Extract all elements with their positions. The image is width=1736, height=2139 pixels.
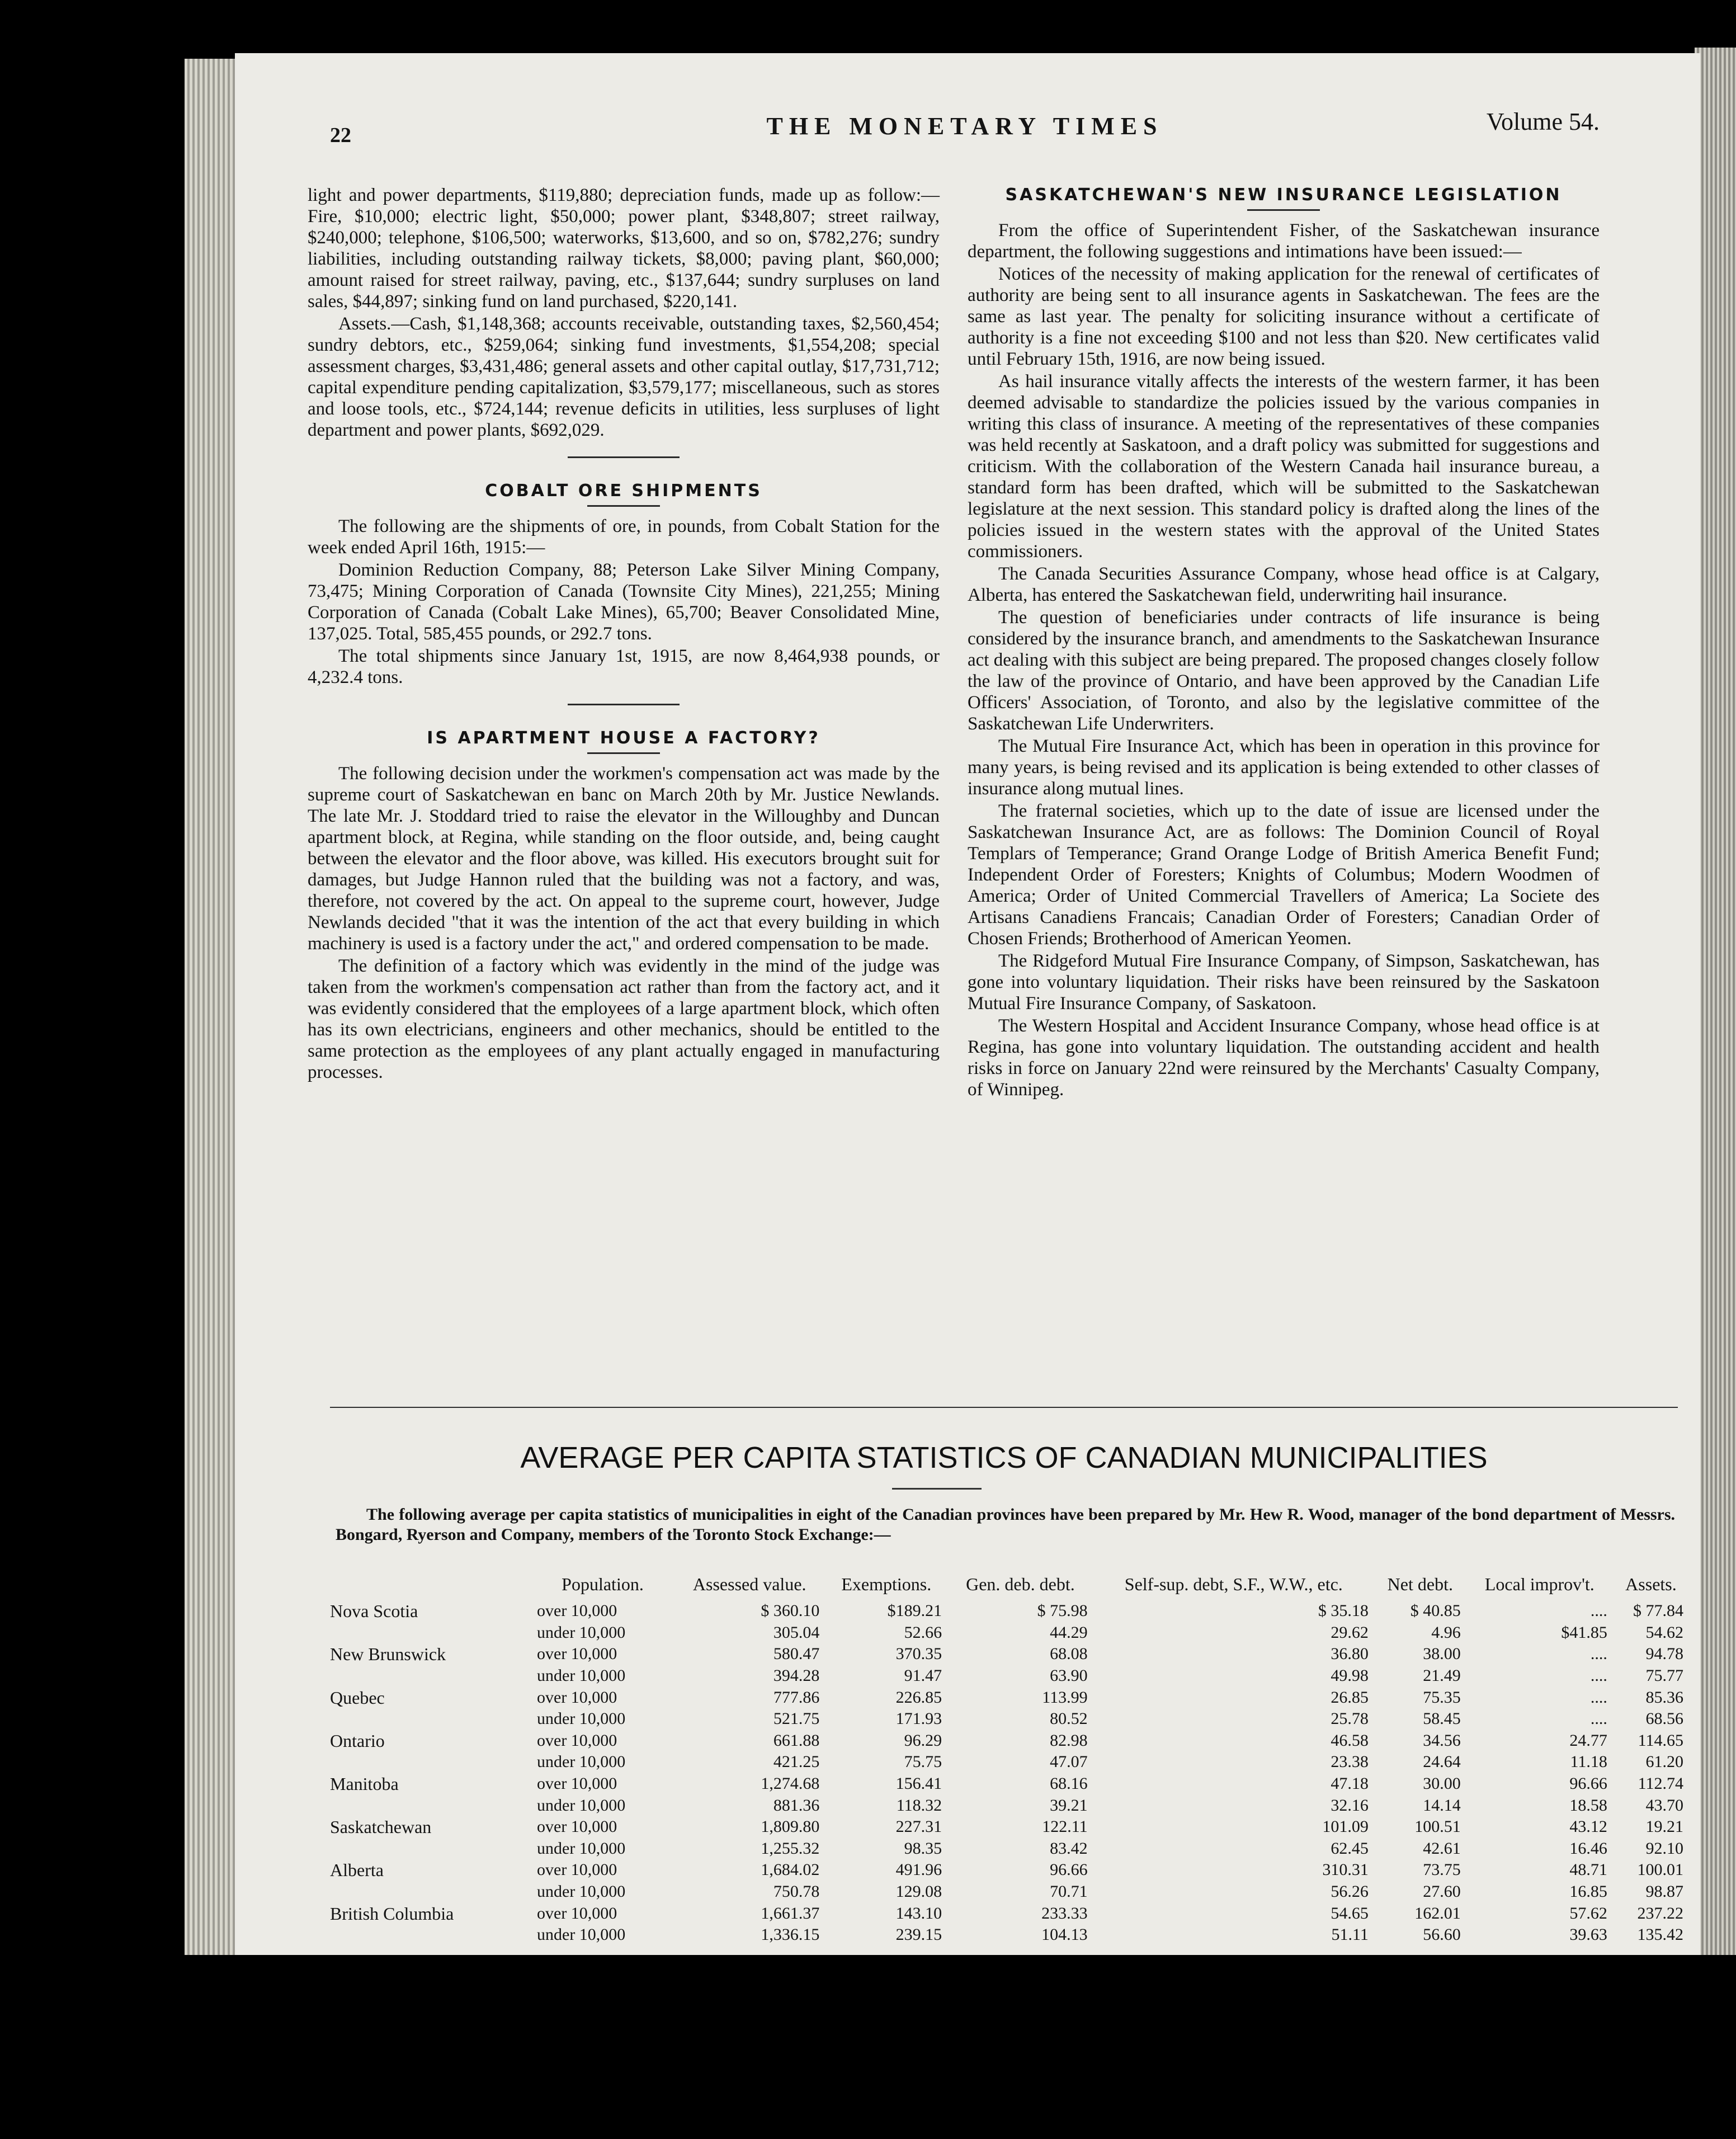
book-edge-right — [1695, 48, 1736, 1955]
cell-assets: 43.70 — [1645, 1796, 1683, 1815]
table-row — [324, 1859, 1689, 1881]
heading-rule — [1247, 209, 1320, 211]
cell-net-debt: 38.00 — [1423, 1645, 1461, 1664]
column-header — [324, 1575, 531, 1600]
cell-assessed: 750.78 — [773, 1882, 820, 1901]
paragraph: The definition of a factory which was evidently in the mind of the judge was taken from the workmen's compensation act rather than from the factory act, and it was evidently considered that the employees of a large apartment block, which often has its own electricians, engineers and other mechanics, should be entitled to the same protection as the employees of any plant actually engaged in manufacturing processes. — [308, 956, 940, 1082]
column-header: Exemptions. — [841, 1574, 932, 1594]
cell-self-sup: 47.18 — [1331, 1774, 1369, 1793]
cell-self-sup: 36.80 — [1331, 1645, 1369, 1664]
cell-assets: 114.65 — [1638, 1731, 1683, 1750]
table-row — [324, 1773, 1689, 1795]
cell-exemptions: 143.10 — [895, 1904, 942, 1923]
cell-assets: 237.22 — [1637, 1904, 1683, 1923]
book-edge-left — [185, 59, 238, 1955]
cell-net-debt: $ 40.85 — [1410, 1601, 1461, 1620]
cell-population: under 10,000 — [537, 1882, 626, 1901]
cell-exemptions: 91.47 — [904, 1666, 942, 1685]
cell-province: Manitoba — [330, 1774, 399, 1794]
cell-local: 11.18 — [1570, 1752, 1607, 1771]
statistics-intro: The following average per capita statistics of municipalities in eight of the Canadian provinces have been prepared by Mr. Hew R. Wood, manager of the bond department of Messrs. Bongard, Ryerson and Company, members of the Toronto Stock Exchange:— — [336, 1505, 1675, 1544]
cell-net-debt: 42.61 — [1423, 1839, 1461, 1858]
cell-population: under 10,000 — [537, 1666, 626, 1685]
cell-province: Ontario — [330, 1730, 385, 1751]
cell-population: over 10,000 — [537, 1774, 617, 1793]
column-header: Assets. — [1625, 1574, 1677, 1594]
cell-assets: 54.62 — [1645, 1623, 1683, 1642]
cell-net-debt: 34.56 — [1423, 1731, 1461, 1750]
cell-exemptions: 52.66 — [904, 1623, 942, 1642]
cell-net-debt: 73.75 — [1423, 1860, 1461, 1879]
cell-assets: 98.87 — [1645, 1882, 1683, 1901]
cell-net-debt: 4.96 — [1431, 1623, 1461, 1642]
cell-assets: 92.10 — [1645, 1839, 1683, 1858]
cell-local: $41.85 — [1561, 1623, 1607, 1642]
cell-gen-deb: 82.98 — [1050, 1731, 1088, 1750]
cell-exemptions: 171.93 — [895, 1709, 942, 1728]
cell-local: .... — [1590, 1645, 1607, 1664]
cell-population: under 10,000 — [537, 1796, 626, 1815]
cell-gen-deb: 63.90 — [1050, 1666, 1088, 1685]
table-row — [324, 1730, 1689, 1752]
cell-net-debt: 56.60 — [1423, 1925, 1461, 1944]
insurance-heading: SASKATCHEWAN'S NEW INSURANCE LEGISLATION — [1005, 185, 1562, 205]
cell-local: .... — [1590, 1666, 1607, 1685]
cell-local: 96.66 — [1569, 1774, 1607, 1793]
cell-self-sup: 46.58 — [1331, 1731, 1369, 1750]
cell-province: Quebec — [330, 1687, 385, 1708]
cell-local: 39.63 — [1569, 1925, 1607, 1944]
cell-assets: 135.42 — [1637, 1925, 1683, 1944]
cell-assessed: 1,274.68 — [761, 1774, 820, 1793]
page-number: 22 — [330, 124, 351, 147]
section-separator — [330, 1407, 1678, 1408]
cell-local: .... — [1590, 1709, 1607, 1728]
cell-self-sup: $ 35.18 — [1318, 1601, 1369, 1620]
cell-self-sup: 29.62 — [1331, 1623, 1369, 1642]
table-header-row — [324, 1575, 1689, 1600]
cell-province — [324, 1622, 531, 1644]
cobalt-heading: COBALT ORE SHIPMENTS — [485, 481, 762, 501]
cell-population: over 10,000 — [537, 1904, 617, 1923]
cell-self-sup: 23.38 — [1331, 1752, 1369, 1771]
cell-local: 24.77 — [1569, 1731, 1607, 1750]
cell-population: under 10,000 — [537, 1752, 626, 1771]
cell-gen-deb: 113.99 — [1042, 1688, 1088, 1707]
column-header: Local improv't. — [1484, 1574, 1595, 1594]
paragraph: The Western Hospital and Accident Insurance Company, whose head office is at Regina, has gone into voluntary liquidation. The outstanding accident and health risks in force on January 22nd were reinsured by the Merchants' Casualty Company, of Winnipeg. — [968, 1016, 1600, 1100]
cell-exemptions: 239.15 — [895, 1925, 942, 1944]
cell-gen-deb: 104.13 — [1041, 1925, 1088, 1944]
cell-exemptions: 370.35 — [895, 1645, 942, 1664]
cell-net-debt: 21.49 — [1423, 1666, 1461, 1685]
cell-net-debt: 75.35 — [1423, 1688, 1461, 1707]
cell-local: .... — [1590, 1601, 1607, 1620]
cell-population: under 10,000 — [537, 1925, 626, 1944]
cell-exemptions: 98.35 — [904, 1839, 942, 1858]
cell-net-debt: 162.01 — [1414, 1904, 1461, 1923]
cell-gen-deb: $ 75.98 — [1037, 1601, 1088, 1620]
cell-assets: 75.77 — [1645, 1666, 1683, 1685]
cell-exemptions: 96.29 — [904, 1731, 942, 1750]
cell-self-sup: 32.16 — [1331, 1796, 1369, 1815]
cell-gen-deb: 233.33 — [1041, 1904, 1088, 1923]
cell-local: 18.58 — [1569, 1796, 1607, 1815]
table-row — [324, 1665, 1689, 1687]
cell-gen-deb: 83.42 — [1050, 1839, 1088, 1858]
cell-assessed: 1,661.37 — [761, 1904, 820, 1923]
cell-gen-deb: 68.08 — [1050, 1645, 1088, 1664]
table-body — [324, 1600, 1689, 1946]
cell-assets: 19.21 — [1645, 1817, 1683, 1836]
cell-gen-deb: 44.29 — [1050, 1623, 1088, 1642]
cell-province: Nova Scotia — [330, 1601, 418, 1622]
section-divider — [568, 704, 680, 705]
cell-gen-deb: 47.07 — [1050, 1752, 1088, 1771]
cell-net-debt: 58.45 — [1423, 1709, 1461, 1728]
cell-net-debt: 24.64 — [1423, 1752, 1461, 1771]
cell-population: under 10,000 — [537, 1839, 626, 1858]
cell-assessed: 1,336.15 — [761, 1925, 820, 1944]
cell-self-sup: 101.09 — [1322, 1817, 1369, 1836]
cell-assets: $ 77.84 — [1633, 1601, 1683, 1620]
cell-assessed: 305.04 — [773, 1623, 820, 1642]
table-row — [324, 1794, 1689, 1816]
paragraph: The Canada Securities Assurance Company, whose head office is at Calgary, Alberta, has entered the Saskatchewan field, underwriting hail insurance. — [968, 564, 1600, 605]
cell-province — [324, 1838, 531, 1860]
table-row — [324, 1924, 1689, 1946]
cell-assessed: $ 360.10 — [761, 1601, 820, 1620]
cell-self-sup: 49.98 — [1331, 1666, 1369, 1685]
cell-province: British Columbia — [330, 1903, 454, 1924]
paragraph: From the office of Superintendent Fisher, of the Saskatchewan insurance department, the following suggestions and intimations have been issued:— — [968, 220, 1600, 262]
heading-rule — [587, 505, 660, 507]
column-header: Gen. deb. debt. — [966, 1574, 1075, 1594]
statistics-table — [324, 1575, 1689, 1946]
cell-population: over 10,000 — [537, 1645, 617, 1664]
table-row — [324, 1708, 1689, 1730]
cell-local: 57.62 — [1569, 1904, 1607, 1923]
cell-local: .... — [1590, 1688, 1607, 1707]
cell-province — [324, 1881, 531, 1903]
cell-self-sup: 26.85 — [1331, 1688, 1369, 1707]
table-row — [324, 1881, 1689, 1903]
cell-population: under 10,000 — [537, 1709, 626, 1728]
volume-label: Volume 54. — [1486, 108, 1600, 135]
cell-gen-deb: 96.66 — [1050, 1860, 1088, 1879]
paragraph: The total shipments since January 1st, 1915, are now 8,464,938 pounds, or 4,232.4 tons. — [308, 646, 940, 687]
paragraph: Assets.—Cash, $1,148,368; accounts receivable, outstanding taxes, $2,560,454; sundry debtors, etc., $259,064; sinking fund investments, $1,554,208; special assessment charges, $3,431,486; general assets and other capital outlay, $17,731,712; capital expenditure pending capitalization, $3,579,177; miscellaneous, such as stores and loose tools, etc., $724,144; revenue deficits in utilities, less surpluses of light department and power plants, $692,029. — [308, 314, 940, 440]
cell-assessed: 661.88 — [773, 1731, 820, 1750]
table-row — [324, 1643, 1689, 1665]
cell-assessed: 777.86 — [773, 1688, 820, 1707]
cell-local: 43.12 — [1569, 1817, 1607, 1836]
cell-gen-deb: 122.11 — [1042, 1817, 1088, 1836]
cell-gen-deb: 39.21 — [1050, 1796, 1088, 1815]
cell-population: over 10,000 — [537, 1688, 617, 1707]
cell-assessed: 521.75 — [773, 1709, 820, 1728]
cell-self-sup: 56.26 — [1331, 1882, 1369, 1901]
cell-exemptions: $189.21 — [887, 1601, 942, 1620]
cell-assets: 61.20 — [1645, 1752, 1683, 1771]
right-column — [968, 185, 1600, 1101]
cell-exemptions: 491.96 — [895, 1860, 942, 1879]
table-row — [324, 1838, 1689, 1860]
cell-self-sup: 62.45 — [1331, 1839, 1369, 1858]
cell-gen-deb: 80.52 — [1050, 1709, 1088, 1728]
cell-assets: 68.56 — [1645, 1709, 1683, 1728]
cell-net-debt: 30.00 — [1423, 1774, 1461, 1793]
cell-net-debt: 27.60 — [1423, 1882, 1461, 1901]
cell-assets: 112.74 — [1638, 1774, 1683, 1793]
page-header — [330, 108, 1600, 151]
cell-province — [324, 1751, 531, 1773]
cell-province — [324, 1794, 531, 1816]
cell-net-debt: 14.14 — [1423, 1796, 1461, 1815]
cell-self-sup: 54.65 — [1331, 1904, 1369, 1923]
paragraph: As hail insurance vitally affects the interests of the western farmer, it has been deemed advisable to standardize the policies issued by the various companies in writing this class of insurance. A meeting of the representatives of these companies was held recently at Saskatoon, and a draft policy was submitted for suggestions and criticism. With the collaboration of the Western Canada hail insurance bureau, a standard form has been drafted, which will be submitted to the Saskatchewan legislature at the next session. This standard policy is drafted along the lines of the policies issued in the western states with the approval of the United States commissioners. — [968, 371, 1600, 562]
cell-gen-deb: 70.71 — [1050, 1882, 1088, 1901]
cell-exemptions: 129.08 — [895, 1882, 942, 1901]
cell-gen-deb: 68.16 — [1050, 1774, 1088, 1793]
paragraph: Dominion Reduction Company, 88; Peterson Lake Silver Mining Company, 73,475; Mining Corporation of Canada (Townsite City Mines), 221,255; Mining Corporation of Canada (Cobalt Lake Mines), 65,700; Beaver Consolidated Mine, 137,025. Total, 585,455 pounds, or 292.7 tons. — [308, 560, 940, 644]
cell-assessed: 881.36 — [773, 1796, 820, 1815]
running-title: THE MONETARY TIMES — [766, 112, 1163, 140]
statistics-title: AVERAGE PER CAPITA STATISTICS OF CANADIAN MUNICIPALITIES — [520, 1441, 1488, 1474]
cell-province — [324, 1924, 531, 1946]
cell-exemptions: 75.75 — [904, 1752, 942, 1771]
paragraph: The fraternal societies, which up to the date of issue are licensed under the Saskatchewan Insurance Act, are as follows: The Dominion Council of Royal Templars of Temperance; Grand Orange Lodge of British America Benefit Fund; Independent Order of Foresters; Knights of Columbus; Modern Woodmen of America; Order of United Commercial Travellers of America; La Societe des Artisans Canadiens Francais; Canadian Order of Foresters; Canadian Order of Chosen Friends; Brotherhood of American Yeomen. — [968, 801, 1600, 949]
cell-self-sup: 310.31 — [1322, 1860, 1369, 1879]
cell-assessed: 394.28 — [773, 1666, 820, 1685]
cell-assessed: 1,809.80 — [761, 1817, 820, 1836]
cell-exemptions: 227.31 — [895, 1817, 942, 1836]
table-row — [324, 1902, 1689, 1924]
cell-self-sup: 51.11 — [1331, 1925, 1369, 1944]
section-divider — [568, 456, 680, 458]
cell-population: over 10,000 — [537, 1731, 617, 1750]
cell-province: Alberta — [330, 1860, 384, 1881]
apartment-heading: IS APARTMENT HOUSE A FACTORY? — [427, 728, 820, 748]
table-row — [324, 1600, 1689, 1622]
paragraph: The Mutual Fire Insurance Act, which has been in operation in this province for many years, is being revised and its application is being extended to other classes of insurance along mutual lines. — [968, 736, 1600, 799]
cell-province: New Brunswick — [330, 1644, 446, 1665]
cell-population: over 10,000 — [537, 1860, 617, 1879]
cell-assets: 100.01 — [1637, 1860, 1683, 1879]
cell-local: 16.85 — [1569, 1882, 1607, 1901]
paragraph: The Ridgeford Mutual Fire Insurance Company, of Simpson, Saskatchewan, has gone into voluntary liquidation. Their risks have been reinsured by the Saskatoon Mutual Fire Insurance Company, of Saskatoon. — [968, 951, 1600, 1014]
cell-assessed: 1,255.32 — [761, 1839, 820, 1858]
title-rule — [892, 1488, 982, 1490]
cell-population: over 10,000 — [537, 1601, 617, 1620]
left-column — [308, 185, 940, 1084]
paragraph: Notices of the necessity of making application for the renewal of certificates of authority are being sent to all insurance agents in Saskatchewan. The fees are the same as last year. The penalty for soliciting insurance without a certificate of authority is a fine not exceeding $100 and not less than $20. New certificates valid until February 15th, 1916, are now being issued. — [968, 264, 1600, 369]
paragraph: The following are the shipments of ore, in pounds, from Cobalt Station for the week ended April 16th, 1915:— — [308, 516, 940, 558]
column-header: Net debt. — [1387, 1574, 1453, 1594]
cell-exemptions: 156.41 — [895, 1774, 942, 1793]
cell-population: under 10,000 — [537, 1623, 626, 1642]
cell-assessed: 580.47 — [773, 1645, 820, 1664]
cell-local: 16.46 — [1569, 1839, 1607, 1858]
cell-province — [324, 1665, 531, 1687]
paragraph: light and power departments, $119,880; depreciation funds, made up as follow:—Fire, $10,000; electric light, $50,000; power plant, $348,807; street railway, $240,000; telephone, $106,500; waterworks, $13,600, and so on, $782,276; sundry liabilities, including outstanding railway tickets, $8,000; paving plant, $60,000; amount raised for street railway, paving, etc., $137,644; sundry surpluses on land sales, $44,897; sinking fund on land purchased, $220,141. — [308, 185, 940, 312]
heading-rule — [587, 752, 660, 754]
cell-population: over 10,000 — [537, 1817, 617, 1836]
cell-province — [324, 1708, 531, 1730]
paragraph: The following decision under the workmen's compensation act was made by the supreme court of Saskatchewan en banc on March 20th by Mr. Justice Newlands. The late Mr. J. Stoddard tried to raise the elevator in the Willoughby and Duncan apartment block, at Regina, while standing on the floor outside, and, being caught between the elevator and the floor above, was killed. His executors brought suit for damages, but Judge Hannon ruled that the building was not a factory, and was, therefore, not covered by the act. On appeal to the supreme court, however, Judge Newlands decided "that it was the intention of the act that every building in which machinery is used is a factory under the act," and ordered compensation to be made. — [308, 764, 940, 954]
table-row — [324, 1751, 1689, 1773]
cell-self-sup: 25.78 — [1331, 1709, 1369, 1728]
cell-assessed: 1,684.02 — [761, 1860, 820, 1879]
cell-net-debt: 100.51 — [1414, 1817, 1461, 1836]
cell-assessed: 421.25 — [773, 1752, 820, 1771]
cell-exemptions: 118.32 — [896, 1796, 942, 1815]
table-row — [324, 1686, 1689, 1708]
column-header: Assessed value. — [692, 1574, 806, 1594]
cell-assets: 94.78 — [1645, 1645, 1683, 1664]
table-row — [324, 1622, 1689, 1644]
table-row — [324, 1816, 1689, 1838]
cell-province: Saskatchewan — [330, 1817, 432, 1838]
cell-local: 48.71 — [1569, 1860, 1607, 1879]
column-header: Self-sup. debt, S.F., W.W., etc. — [1124, 1574, 1343, 1594]
cell-exemptions: 226.85 — [895, 1688, 942, 1707]
paragraph: The question of beneficiaries under contracts of life insurance is being considered by the insurance branch, and amendments to the Saskatchewan Insurance act dealing with this subject are being prepared. The proposed changes closely follow the law of the province of Ontario, and have been approved by the Canadian Life Officers' Association, of Toronto, and also by the legislative committee of the Saskatchewan Life Underwriters. — [968, 607, 1600, 734]
column-header: Population. — [562, 1574, 644, 1594]
cell-assets: 85.36 — [1645, 1688, 1683, 1707]
